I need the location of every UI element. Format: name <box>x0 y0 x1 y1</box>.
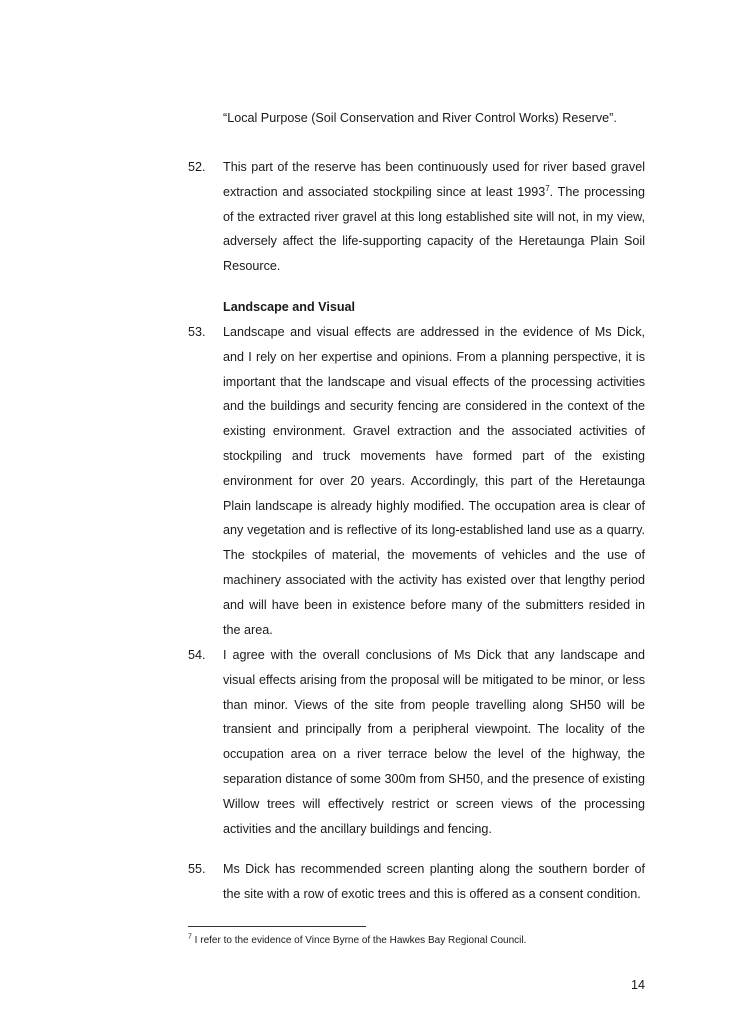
footnote <box>188 934 526 948</box>
paragraph-54: I agree with the overall conclusions of Ms Dick that any landscape and visual effects arising from the proposal will be mitigated to be minor, or less than minor. Views of the site from people travelling along SH50 will be transient and principally from a peripheral viewpoint. The locality of the occupation area on a river terrace below the level of the highway, the separation distance of some 300m from SH50, and the presence of existing Willow trees will effectively restrict or screen views of the processing activities and the ancillary buildings and fencing. <box>223 648 645 836</box>
footnote-divider <box>188 926 366 927</box>
paragraph-52 <box>223 155 645 279</box>
paragraph-55: Ms Dick has recommended screen planting along the southern border of the site with a row of exotic trees and this is offered as a consent condition. <box>223 862 645 901</box>
paragraph-number-53: 53. <box>188 325 206 339</box>
footnote-text: I refer to the evidence of Vince Byrne of the Hawkes Bay Regional Council. <box>191 935 527 946</box>
paragraph-52-text-a: This part of the reserve has been continuously used for river based gravel extraction and associated stockpiling since at least 1993 <box>223 160 645 199</box>
paragraph-number-52: 52. <box>188 160 206 174</box>
paragraph-52-text-b: . The processing of the extracted river gravel at this long established site will not, in my view, adversely affect the life-supporting capacity of the Heretaunga Plain Soil Resource. <box>223 184 645 274</box>
paragraph-53: Landscape and visual effects are addressed in the evidence of Ms Dick, and I rely on her expertise and opinions. From a planning perspective, it is important that the landscape and visual effects of the processing activities and the buildings and security fencing are considered in the context of the existing environment. Gravel extraction and the associated activities of stockpiling and truck movements have formed part of the existing environment for over 20 years. Accordingly, this part of the Heretaunga Plain landscape is already highly modified. The occupation area is clear of any vegetation and is reflective of its long-established land use as a quarry. The stockpiles of material, the movements of vehicles and the use of machinery associated with the activity has existed over that lengthy period and will have been in existence before many of the submitters resided in the area. <box>223 325 645 637</box>
footnote-ref-7: 7 <box>545 183 550 193</box>
quoted-reserve-name: “Local Purpose (Soil Conservation and River Control Works) Reserve”. <box>223 111 617 125</box>
section-heading: Landscape and Visual <box>223 300 356 314</box>
paragraph-number-55: 55. <box>188 862 206 876</box>
paragraph-number-54: 54. <box>188 648 206 662</box>
footnote-marker: 7 <box>188 933 192 941</box>
page-number: 14 <box>630 978 645 992</box>
